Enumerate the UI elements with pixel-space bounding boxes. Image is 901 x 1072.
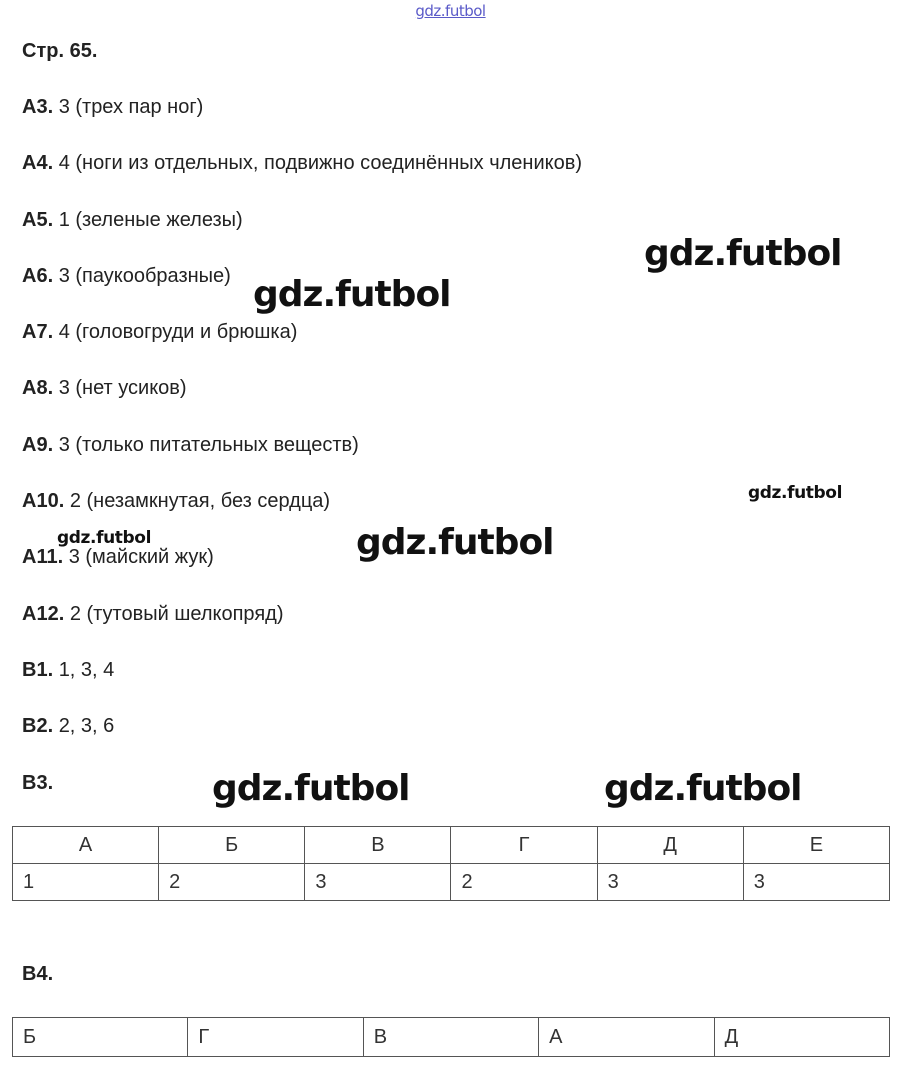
answer-text: 3 (майский жук) bbox=[68, 546, 214, 568]
answer-text: 2 (тутовый шелкопряд) bbox=[69, 603, 284, 625]
answer-label: А12. bbox=[22, 603, 65, 625]
answer-a11 bbox=[22, 546, 214, 569]
answer-text: 2 (незамкнутая, без сердца) bbox=[69, 490, 331, 512]
answer-b2 bbox=[22, 715, 114, 738]
b3-value-row bbox=[13, 864, 890, 901]
b4-value-row bbox=[13, 1018, 890, 1057]
answer-text: 3 (только питательных веществ) bbox=[58, 434, 359, 456]
answer-a10 bbox=[22, 490, 330, 513]
watermark: gdz.futbol bbox=[212, 768, 410, 809]
answer-label: А8. bbox=[22, 377, 54, 399]
b4-table bbox=[12, 1017, 890, 1057]
answer-label: В3. bbox=[22, 772, 54, 794]
b3-header-row bbox=[13, 827, 890, 864]
answer-label: В1. bbox=[22, 659, 54, 681]
b4-value-cell: Б bbox=[13, 1018, 188, 1057]
watermark: gdz.futbol bbox=[604, 768, 802, 809]
b3-header-cell: В bbox=[305, 827, 451, 864]
answer-text: 1, 3, 4 bbox=[58, 659, 115, 681]
page-title: Стр. 65. bbox=[22, 40, 98, 62]
answer-label: В2. bbox=[22, 715, 54, 737]
answer-a7 bbox=[22, 321, 297, 344]
b4-value-cell: Д bbox=[714, 1018, 889, 1057]
answer-label: В4. bbox=[22, 963, 54, 985]
watermark: gdz.futbol bbox=[748, 483, 842, 503]
top-watermark-link[interactable]: gdz.futbol bbox=[415, 2, 486, 20]
b3-header-cell: А bbox=[13, 827, 159, 864]
b3-value-cell: 1 bbox=[13, 864, 159, 901]
watermark: gdz.futbol bbox=[57, 528, 151, 548]
b3-header-cell: Е bbox=[743, 827, 889, 864]
answer-a9 bbox=[22, 434, 359, 457]
watermark: gdz.futbol bbox=[356, 522, 554, 563]
answer-a4 bbox=[22, 152, 582, 175]
answer-a12 bbox=[22, 603, 283, 626]
answer-text: 3 (паукообразные) bbox=[58, 265, 231, 287]
answer-label: А9. bbox=[22, 434, 54, 456]
answer-text: 3 (нет усиков) bbox=[58, 377, 187, 399]
b3-header-cell: Д bbox=[597, 827, 743, 864]
watermark: gdz.futbol bbox=[644, 233, 842, 274]
watermark: gdz.futbol bbox=[253, 274, 451, 315]
answer-b4-label bbox=[22, 963, 53, 986]
b4-value-cell: В bbox=[363, 1018, 538, 1057]
answer-label: А11. bbox=[22, 546, 64, 568]
b3-value-cell: 2 bbox=[159, 864, 305, 901]
answer-text: 4 (ноги из отдельных, подвижно соединённых члеников) bbox=[58, 152, 583, 174]
b4-value-cell: Г bbox=[188, 1018, 363, 1057]
answer-label: А3. bbox=[22, 96, 54, 118]
answer-a6 bbox=[22, 265, 231, 288]
b3-header-cell: Г bbox=[451, 827, 597, 864]
answer-b1 bbox=[22, 659, 114, 682]
answer-label: А5. bbox=[22, 209, 54, 231]
answer-text: 3 (трех пар ног) bbox=[58, 96, 204, 118]
answer-a5 bbox=[22, 209, 243, 232]
b3-header-cell: Б bbox=[159, 827, 305, 864]
b3-value-cell: 3 bbox=[305, 864, 451, 901]
answer-label: А10. bbox=[22, 490, 65, 512]
answer-text: 2, 3, 6 bbox=[58, 715, 115, 737]
b3-value-cell: 3 bbox=[597, 864, 743, 901]
answer-text: 4 (головогруди и брюшка) bbox=[58, 321, 298, 343]
b3-table bbox=[12, 826, 890, 901]
answer-label: А6. bbox=[22, 265, 54, 287]
answer-label: А4. bbox=[22, 152, 54, 174]
b3-value-cell: 2 bbox=[451, 864, 597, 901]
answer-b3-label bbox=[22, 772, 53, 795]
answer-a3 bbox=[22, 96, 203, 119]
answer-label: А7. bbox=[22, 321, 54, 343]
answer-a8 bbox=[22, 377, 187, 400]
b3-value-cell: 3 bbox=[743, 864, 889, 901]
answer-text: 1 (зеленые железы) bbox=[58, 209, 243, 231]
b4-value-cell: А bbox=[539, 1018, 714, 1057]
